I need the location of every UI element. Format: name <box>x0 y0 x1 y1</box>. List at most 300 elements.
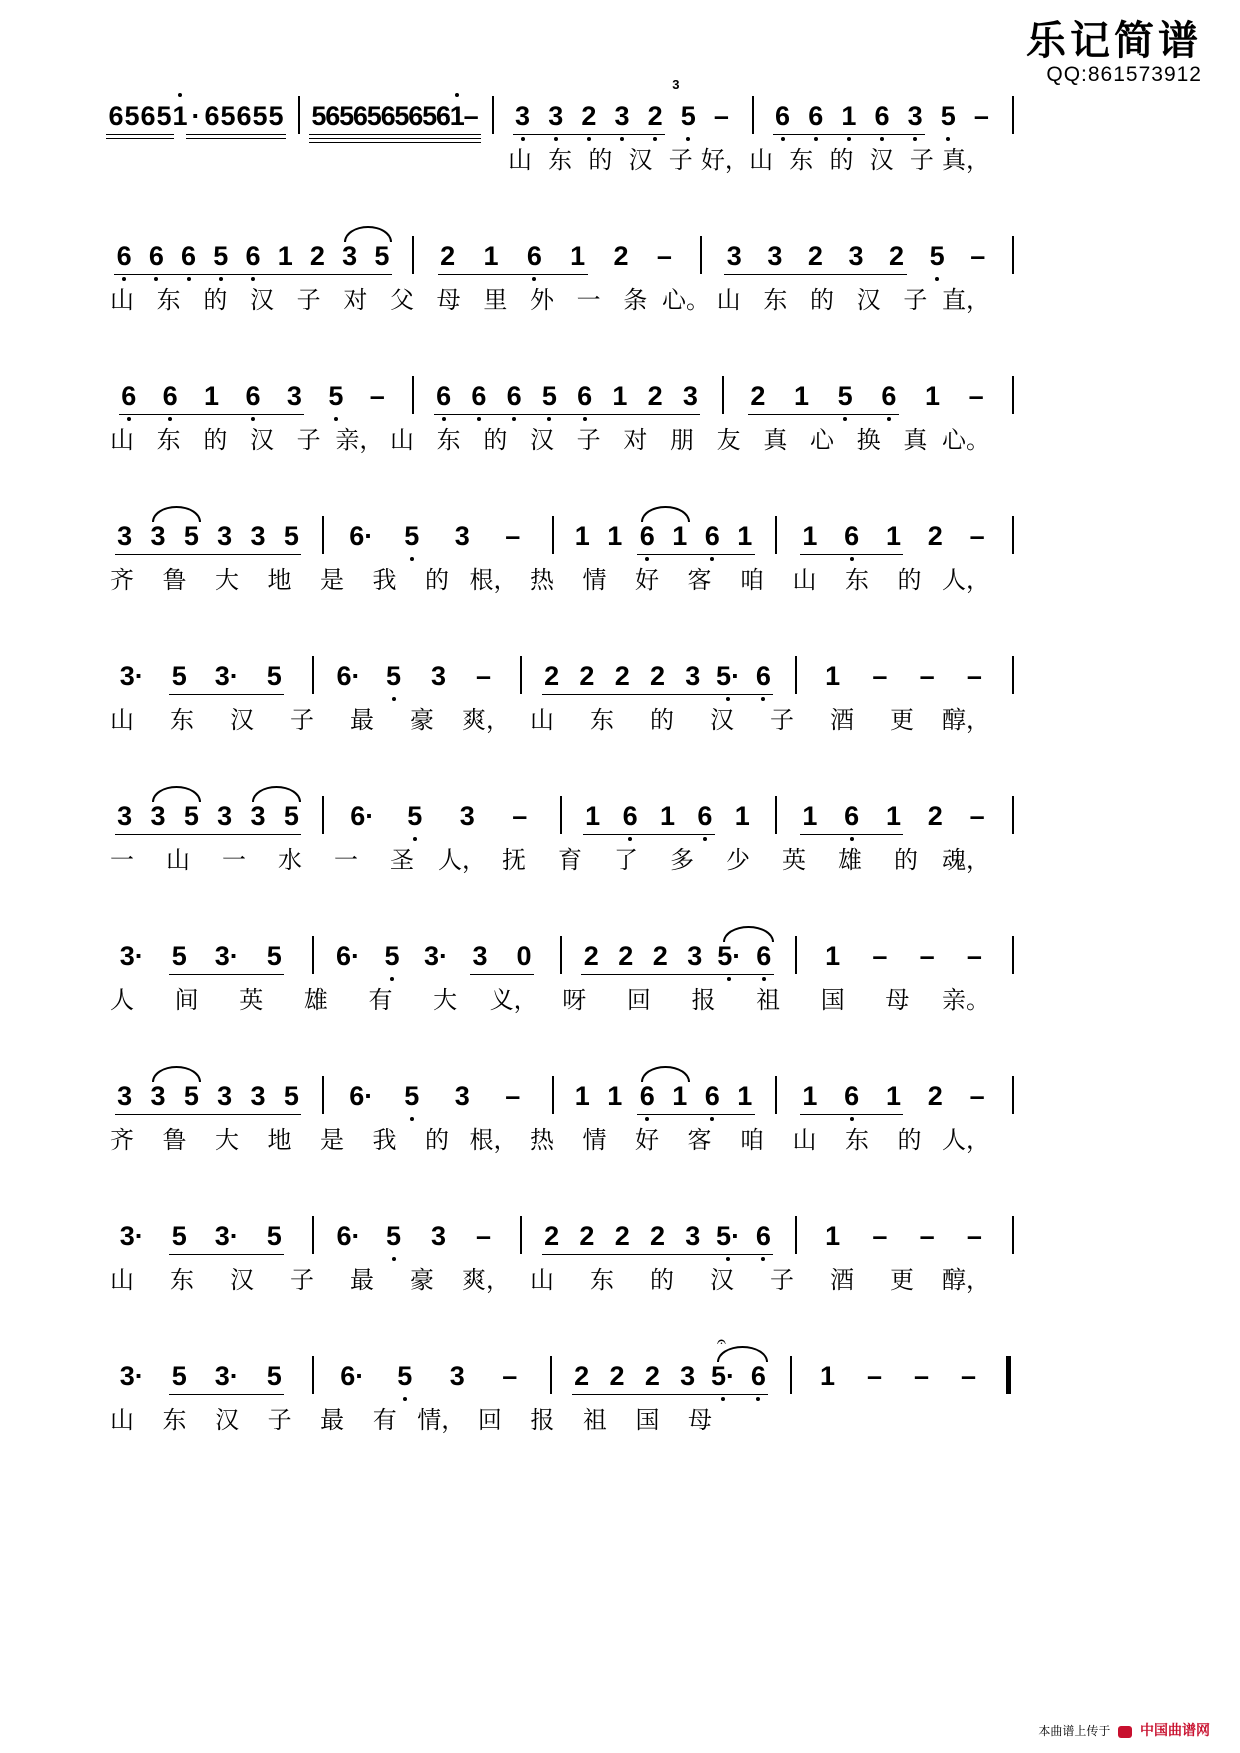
note-digit: 5 <box>932 100 964 132</box>
lyric-char: 是 <box>320 1126 344 1154</box>
note-digit: 6· <box>349 521 374 551</box>
notes-line <box>0 72 1240 142</box>
note-digit: 5 <box>283 1081 299 1111</box>
note-digit: 2 <box>614 661 630 691</box>
low-octave-dot <box>814 137 818 141</box>
low-octave-dot <box>392 1257 396 1261</box>
lyric-char: 报 <box>530 1406 555 1434</box>
note-digit: 1 <box>885 521 902 551</box>
lyric-char: 一 <box>576 286 601 314</box>
note-digit: 6 <box>154 380 186 412</box>
note-digit: 3· <box>214 1221 239 1251</box>
note-digit: 5 <box>183 521 199 551</box>
lyric-char: 朋 <box>670 426 694 454</box>
note-digit: 2 <box>927 801 943 831</box>
low-octave-dot <box>219 277 223 281</box>
lyrics-line <box>0 422 1240 462</box>
lyric-char: 更 <box>890 706 914 734</box>
lyrics-line <box>0 1402 1240 1442</box>
dash-symbol: – <box>713 101 729 131</box>
barline <box>520 1216 522 1254</box>
fermata-icon: 𝄐 <box>717 1332 726 1351</box>
slur-arc <box>641 506 690 522</box>
lyrics-line <box>0 282 1240 322</box>
note-digit: 3 <box>685 661 701 691</box>
lyric-char: 了 <box>614 846 638 874</box>
note-digit: · <box>191 101 201 131</box>
note-digit: 1 <box>737 521 753 551</box>
note-digit: 6· <box>350 801 375 831</box>
note-digit: 3· <box>214 1361 239 1391</box>
beam-line <box>309 134 481 135</box>
lyric-char: 咱 <box>740 1126 764 1154</box>
note-digit: 2 <box>649 1221 666 1251</box>
beam-line <box>114 274 392 275</box>
lyric-char: 汉 <box>250 426 274 454</box>
note-digit: 5 <box>124 101 140 131</box>
note-digit: 3 <box>449 1361 465 1391</box>
lyric-char: 圣 <box>390 846 414 874</box>
lyric-char: 东 <box>789 146 814 174</box>
low-octave-dot <box>850 837 854 841</box>
lyric-char: 东 <box>590 706 614 734</box>
lyric-char: 子 <box>909 146 934 174</box>
note-digit: 0 <box>516 941 532 971</box>
note-digit: 6 <box>696 520 728 552</box>
note-digit: 1 <box>570 241 586 271</box>
brand-qq: QQ:861573912 <box>1046 63 1202 86</box>
lyric-char: 东 <box>763 286 788 314</box>
lyric-char: 咱 <box>740 566 764 594</box>
note-digit: 3 <box>217 521 233 551</box>
lyric-char: 东 <box>590 1266 614 1294</box>
note-digit: 6 <box>498 380 530 412</box>
lyric-char: 的 <box>203 426 228 454</box>
note-digit: 6 <box>408 101 424 131</box>
note-digit: 5 <box>394 101 410 131</box>
lyric-char: 我 <box>372 566 397 594</box>
beam-line <box>513 134 666 135</box>
lyric-char: 好 <box>635 566 659 594</box>
note-digit: 5 <box>422 101 438 131</box>
low-octave-dot <box>251 417 255 421</box>
low-octave-dot <box>628 837 632 841</box>
lyric-char: 汉 <box>530 426 554 454</box>
slur-arc <box>152 506 201 522</box>
barline <box>298 96 300 134</box>
lyric-char: 母 <box>688 1406 712 1434</box>
note-digit: 2 <box>573 100 605 132</box>
note-digit: 6 <box>747 660 779 692</box>
dash-symbol: – <box>369 381 385 411</box>
note-digit: 6 <box>836 1080 868 1112</box>
dash-symbol: – <box>968 381 984 411</box>
low-octave-dot <box>710 1117 714 1121</box>
lyric-char: 齐 <box>110 566 134 594</box>
lyric-char: 豪 <box>410 1266 434 1294</box>
note-digit: 5 <box>396 1080 428 1112</box>
note-digit: 1 <box>802 1081 818 1111</box>
note-digit: 5 <box>171 1221 187 1251</box>
notes-line <box>0 1052 1240 1122</box>
note-digit: 1 <box>825 1221 841 1251</box>
note-digit: 3 <box>507 100 539 132</box>
beam-line <box>115 834 302 835</box>
low-octave-dot <box>442 417 446 421</box>
lyric-char: 情 <box>582 1126 607 1154</box>
lyric-char: 英 <box>782 846 806 874</box>
note-digit: 5 <box>374 241 390 271</box>
note-digit: 2 <box>579 1221 595 1251</box>
note-digit: 3 <box>540 100 572 132</box>
dash-symbol: – <box>969 1081 985 1111</box>
footer-upload-text: 本曲谱上传于 <box>1038 1724 1111 1738</box>
beam-line <box>542 1254 774 1255</box>
note-digit: 6 <box>873 380 905 412</box>
low-octave-dot <box>127 417 131 421</box>
lyric-char: 根， <box>469 1126 518 1154</box>
lyric-char: 最 <box>350 1266 374 1294</box>
note-digit: 2 <box>440 241 456 271</box>
note-digit: 6 <box>380 101 396 131</box>
note-digit: 5 <box>672 100 704 132</box>
lyric-char: 里 <box>483 286 508 314</box>
beam-line <box>542 694 774 695</box>
note-digit: 5 <box>399 800 431 832</box>
note-digit: 6 <box>173 240 205 272</box>
score-row <box>0 492 1240 612</box>
notes-line <box>0 772 1240 842</box>
lyric-char: 热 <box>530 1126 554 1154</box>
dash-symbol: – <box>966 1221 982 1251</box>
dash-symbol: – <box>970 241 986 271</box>
low-octave-dot <box>410 557 414 561</box>
note-digit: 1 <box>793 381 810 411</box>
note-digit: 3 <box>117 801 133 831</box>
slur-arc <box>152 786 201 802</box>
note-digit: 5 <box>171 941 187 971</box>
barline <box>1012 96 1014 134</box>
beam-line <box>583 834 715 835</box>
score-row <box>0 352 1240 472</box>
lyrics-line <box>0 1122 1240 1162</box>
beam-line <box>169 694 284 695</box>
lyric-char: 父 <box>390 286 414 314</box>
beam-line <box>724 274 906 275</box>
low-octave-dot <box>726 697 730 701</box>
lyric-char: 东 <box>170 706 194 734</box>
note-digit: 5 <box>171 1361 187 1391</box>
lyric-char: 汉 <box>230 706 254 734</box>
lyric-char: 东 <box>156 286 181 314</box>
lyric-char: 山 <box>110 706 134 734</box>
lyric-char: 心。 <box>942 426 990 454</box>
lyric-char: 鲁 <box>162 1126 187 1154</box>
beam-line <box>119 414 305 415</box>
note-digit: 5· <box>712 1220 744 1252</box>
beam-line <box>637 1114 755 1115</box>
low-octave-dot <box>710 557 714 561</box>
beam-line <box>169 974 284 975</box>
lyric-char: 酒 <box>830 1266 854 1294</box>
beam-line <box>115 554 302 555</box>
lyric-char: 人， <box>438 846 486 874</box>
lyric-char: 子 <box>576 426 601 454</box>
lyric-char: 水 <box>278 846 302 874</box>
barline <box>1012 376 1014 414</box>
slur-arc <box>152 1066 201 1082</box>
note-digit: 1 <box>612 381 628 411</box>
lyric-char: 的 <box>829 146 854 174</box>
note-digit: 3 <box>682 381 698 411</box>
note-digit: 3 <box>899 100 931 132</box>
note-digit: 5 <box>156 101 172 131</box>
low-octave-dot <box>727 977 731 981</box>
barline <box>1012 236 1014 274</box>
note-digit: 3 <box>117 1081 133 1111</box>
beam-line <box>169 1394 284 1395</box>
lyrics-line <box>0 142 1240 182</box>
note-digit: 1 <box>607 1081 623 1111</box>
lyric-char: 回 <box>626 986 651 1014</box>
note-digit: 5 <box>829 380 861 412</box>
low-octave-dot <box>168 417 172 421</box>
beam-line <box>434 414 701 415</box>
note-digit: 6 <box>113 380 145 412</box>
lyric-char: 心。 <box>662 286 710 314</box>
barline <box>412 236 414 274</box>
dash-symbol: – <box>919 941 935 971</box>
lyric-char: 一 <box>222 846 246 874</box>
barline <box>1012 1076 1014 1114</box>
note-digit: 6 <box>614 800 646 832</box>
notes-line <box>0 912 1240 982</box>
note-digit: 2 <box>613 241 629 271</box>
note-digit: 3 <box>472 941 488 971</box>
note-digit: 1 <box>737 1081 753 1111</box>
note-digit: 6 <box>836 520 868 552</box>
note-digit: 3 <box>685 1221 701 1251</box>
note-digit: 5 <box>311 101 327 131</box>
low-octave-dot <box>547 417 551 421</box>
note-digit: 3 <box>726 241 742 271</box>
lyrics-line <box>0 842 1240 882</box>
slur-arc <box>723 926 774 942</box>
score-row <box>0 632 1240 752</box>
dash-symbol: – <box>463 101 479 131</box>
lyric-char: 齐 <box>110 1126 134 1154</box>
barline <box>520 656 522 694</box>
note-digit: 1 <box>574 521 590 551</box>
low-octave-dot <box>413 837 417 841</box>
lyric-char: 山 <box>716 286 741 314</box>
lyric-char: 更 <box>890 1266 914 1294</box>
low-octave-dot <box>122 277 126 281</box>
barline <box>560 796 562 834</box>
note-digit: 1 <box>885 1081 902 1111</box>
note-digit: 3 <box>217 801 233 831</box>
score-row <box>0 1332 1240 1452</box>
lyric-char: 山 <box>110 426 134 454</box>
lyric-char: 的 <box>650 706 674 734</box>
note-digit: 5 <box>921 240 953 272</box>
low-octave-dot <box>532 277 536 281</box>
note-digit: 5 <box>266 941 282 971</box>
low-octave-dot <box>392 697 396 701</box>
note-digit: 1 <box>574 1081 590 1111</box>
note-digit: 3 <box>430 1221 447 1251</box>
lyric-char: 抚 <box>502 846 526 874</box>
note-digit: 6 <box>836 800 868 832</box>
note-digit: 6 <box>140 101 156 131</box>
note-digit: 6 <box>237 380 269 412</box>
barline <box>322 1076 324 1114</box>
low-octave-dot <box>403 1397 407 1401</box>
note-digit: 5 <box>396 520 428 552</box>
note-digit: 5 <box>266 1361 282 1391</box>
lyric-char: 客 <box>687 1126 712 1154</box>
lyric-char: 有 <box>368 986 393 1014</box>
note-digit: 1 <box>204 381 220 411</box>
note-digit: 2 <box>544 1221 560 1251</box>
beam-line <box>106 134 174 135</box>
notes-line <box>0 212 1240 282</box>
beam-line <box>438 274 588 275</box>
lyric-char: 地 <box>267 566 292 594</box>
low-octave-dot <box>554 137 558 141</box>
note-digit: 6· <box>340 1361 365 1391</box>
lyric-char: 好， <box>700 146 749 174</box>
note-digit: 2 <box>750 381 766 411</box>
lyric-char: 山 <box>792 1126 817 1154</box>
lyric-char: 的 <box>897 1126 922 1154</box>
note-digit: 2 <box>609 1361 625 1391</box>
barline <box>552 516 554 554</box>
barline <box>322 796 324 834</box>
note-digit: 3 <box>454 1081 470 1111</box>
lyric-char: 山 <box>792 566 817 594</box>
note-digit: 5 <box>339 101 355 131</box>
lyric-char: 最 <box>320 1406 345 1434</box>
dash-symbol: – <box>872 941 888 971</box>
barline <box>1012 1216 1014 1254</box>
note-digit: 6 <box>435 101 451 131</box>
note-digit: 6 <box>236 101 252 131</box>
lyric-char: 子 <box>770 1266 794 1294</box>
low-octave-dot <box>756 1397 760 1401</box>
low-octave-dot <box>653 137 657 141</box>
lyric-char: 爽， <box>462 1266 510 1294</box>
barline <box>790 1356 792 1394</box>
beam-line <box>572 1394 769 1395</box>
low-octave-dot <box>726 1257 730 1261</box>
dash-symbol: – <box>512 801 528 831</box>
note-digit: 5 <box>266 1221 282 1251</box>
lyric-char: 国 <box>635 1406 660 1434</box>
lyric-char: 最 <box>350 706 374 734</box>
low-octave-dot <box>887 417 891 421</box>
barline <box>1006 1356 1011 1394</box>
lyric-char: 对 <box>623 426 648 454</box>
note-digit: 1 <box>449 100 465 132</box>
lyric-char: 子 <box>290 706 314 734</box>
note-digit: 1 <box>924 381 941 411</box>
note-digit: 3 <box>454 521 470 551</box>
lyric-char: 好 <box>635 1126 659 1154</box>
lyric-char: 子 <box>290 1266 314 1294</box>
lyric-char: 的 <box>425 1126 449 1154</box>
low-octave-dot <box>880 137 884 141</box>
note-digit: 2 <box>649 661 666 691</box>
note-digit: 3· <box>423 941 448 971</box>
note-digit: 6 <box>237 240 269 272</box>
dash-symbol: – <box>505 521 521 551</box>
lyric-char: 汉 <box>250 286 274 314</box>
note-digit: 3 <box>250 801 266 831</box>
lyric-char: 山 <box>110 286 134 314</box>
low-octave-dot <box>587 137 591 141</box>
lyric-char: 东 <box>548 146 573 174</box>
note-digit: 5 <box>266 661 282 691</box>
note-digit: 6 <box>428 380 460 412</box>
lyric-char: 酒 <box>830 706 854 734</box>
beam-line <box>773 134 926 135</box>
note-digit: 6 <box>866 100 898 132</box>
slur-arc <box>252 786 301 802</box>
note-digit: 5 <box>378 1220 410 1252</box>
note-digit: 5 <box>283 521 299 551</box>
barline <box>312 1216 314 1254</box>
barline <box>752 96 754 134</box>
lyric-char: 一 <box>334 846 358 874</box>
note-digit: 3 <box>150 521 166 551</box>
lyric-char: 是 <box>320 566 344 594</box>
lyric-char: 情 <box>582 566 607 594</box>
lyric-char: 山 <box>530 706 554 734</box>
lyric-char: 大 <box>215 566 239 594</box>
note-digit: 1 <box>802 801 818 831</box>
note-digit: 2 <box>889 241 905 271</box>
note-digit: 5 <box>252 101 268 131</box>
score-row <box>0 772 1240 892</box>
lyric-char: 的 <box>425 566 449 594</box>
lyric-char: 爽， <box>462 706 510 734</box>
lyric-char: 东 <box>845 1126 869 1154</box>
note-digit: 5 <box>389 1360 421 1392</box>
beam-line <box>800 1114 904 1115</box>
note-digit: 3 <box>459 801 475 831</box>
beam-line <box>115 1114 302 1115</box>
notes-line <box>0 1332 1240 1402</box>
note-digit: 6 <box>696 1080 728 1112</box>
lyric-char: 育 <box>558 846 582 874</box>
lyric-char: 大 <box>433 986 458 1014</box>
dash-symbol: – <box>505 1081 521 1111</box>
notes-line <box>0 632 1240 702</box>
slur-arc <box>344 226 392 242</box>
note-digit: 2 <box>647 381 663 411</box>
note-digit: 3· <box>119 1361 144 1391</box>
note-digit: 5 <box>183 801 199 831</box>
note-digit: 2 <box>309 241 325 271</box>
dash-symbol: – <box>966 661 982 691</box>
lyric-char: 直， <box>942 286 990 314</box>
note-digit: 3· <box>214 941 239 971</box>
barline <box>1012 796 1014 834</box>
barline <box>550 1356 552 1394</box>
barline <box>552 1076 554 1114</box>
note-digit: 6 <box>742 1360 774 1392</box>
